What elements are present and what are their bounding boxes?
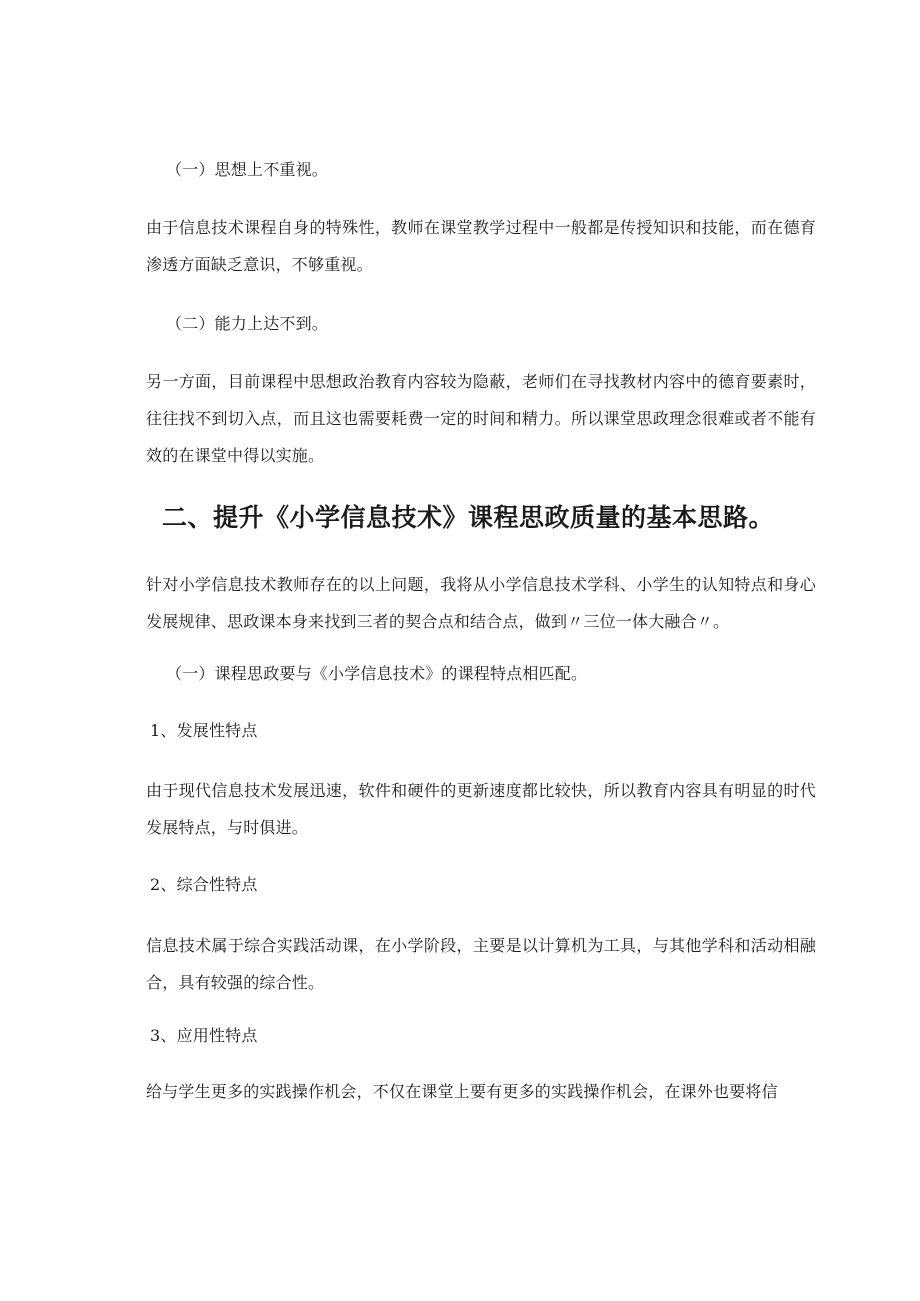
item-text-comprehensive: 信息技术属于综合实践活动课，在小学阶段，主要是以计算机为工具，与其他学科和活动相融合，具有较强的综合性。 (146, 936, 816, 992)
subheading-ability: （二）能力上达不到。 (166, 314, 329, 333)
item-text-developmental: 由于现代信息技术发展迅速，软件和硬件的更新速度都比较快，所以教育内容具有明显的时代发展特点，与时俱进。 (146, 781, 816, 837)
subheading-course-match: （一）课程思政要与《小学信息技术》的课程特点相匹配。 (166, 664, 588, 683)
item-title-comprehensive: 2、综合性特点 (150, 875, 258, 894)
paragraph-ability: 另一方面，目前课程中思想政治教育内容较为隐蔽，老师们在寻找教材内容中的德育要素时，往往找不到切入点，而且这也需要耗费一定的时间和精力。所以课堂思政理念很难或者不能有效的在课堂中得以实施。 (146, 372, 816, 465)
subheading-neglect: （一）思想上不重视。 (166, 160, 329, 179)
item-title-developmental: 1、发展性特点 (150, 721, 258, 740)
item-title-applied: 3、应用性特点 (150, 1026, 258, 1045)
item-text-applied: 给与学生更多的实践操作机会，不仅在课堂上要有更多的实践操作机会，在课外也要将信 (146, 1082, 778, 1101)
paragraph-neglect: 由于信息技术课程自身的特殊性，教师在课堂教学过程中一般都是传授知识和技能，而在德育渗透方面缺乏意识，不够重视。 (146, 218, 816, 274)
paragraph-approach: 针对小学信息技术教师存在的以上问题，我将从小学信息技术学科、小学生的认知特点和身心发展规律、思政课本身来找到三者的契合点和结合点，做到〃三位一体大融合〃。 (146, 575, 816, 631)
section-heading: 二、提升《小学信息技术》课程思政质量的基本思路。 (162, 503, 775, 532)
